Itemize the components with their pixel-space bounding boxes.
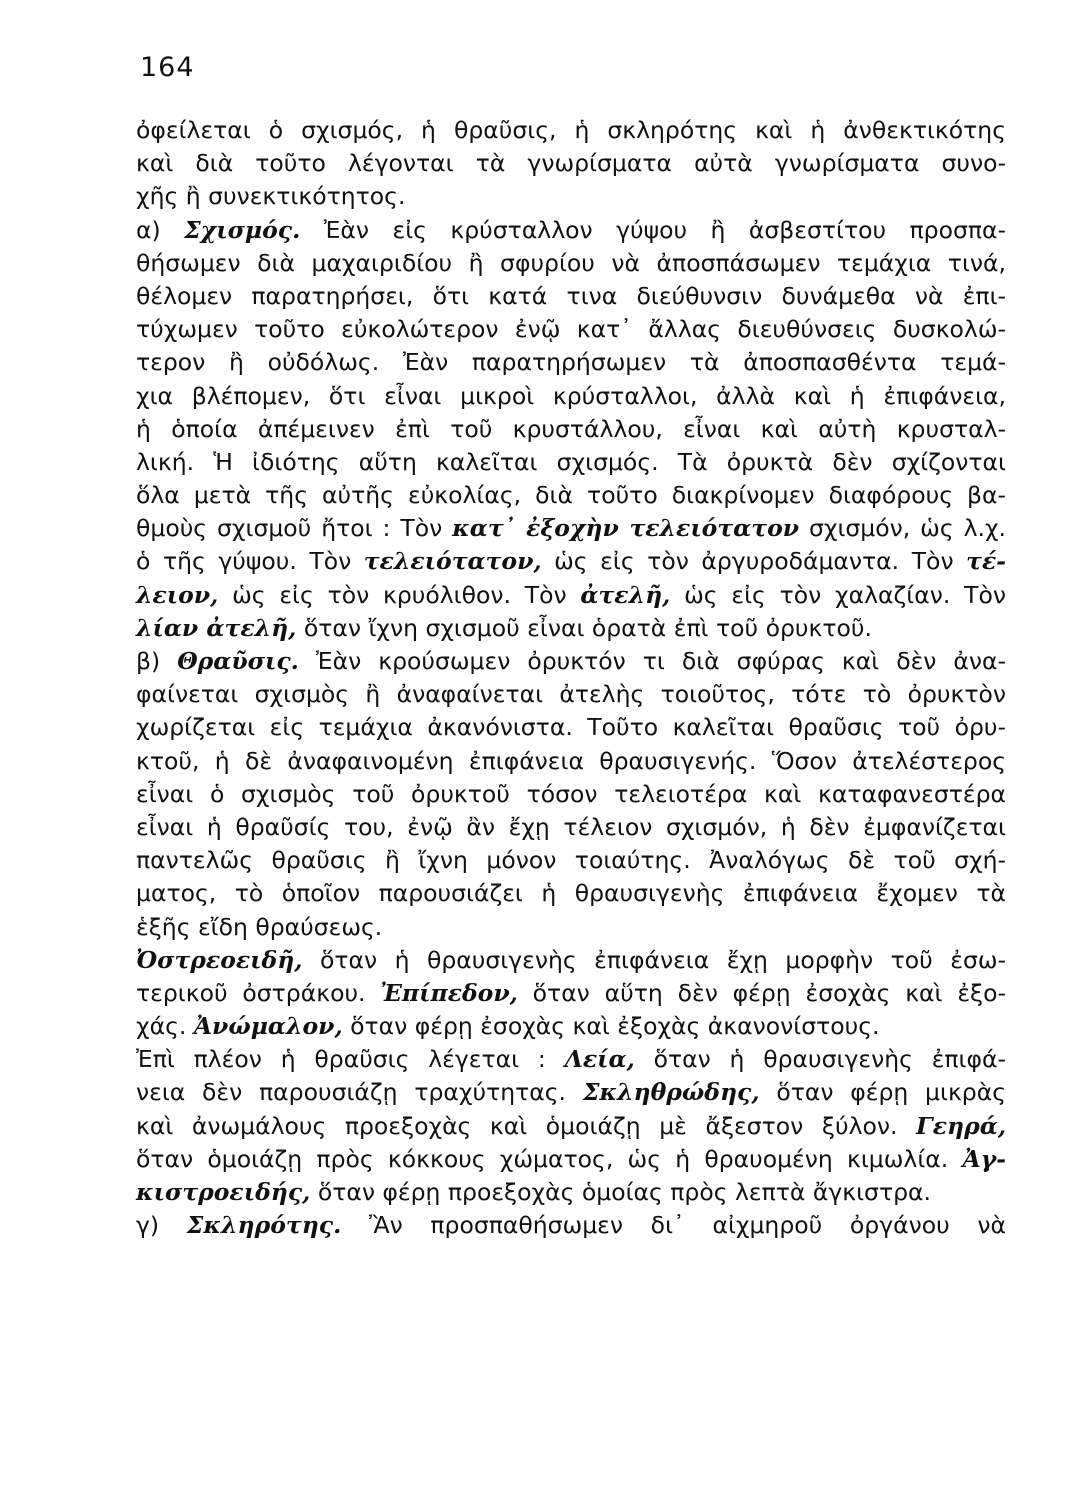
text-segment: α) [136,215,185,244]
text-segment: Ἐπὶ πλέον ἡ θραῦσις λέγεται : [136,1045,565,1074]
text-line [136,877,1006,910]
text-line [136,1076,1006,1109]
text-line [136,147,1006,180]
text-segment: ὅταν φέρῃ ἐσοχὰς καὶ ἐξοχὰς ἀκανονίστους. [342,1012,880,1041]
bold-term: τέ- [966,547,1006,576]
text-line [136,1176,1006,1209]
bold-term: κιστροειδής, [136,1178,311,1206]
text-segment: χια βλέπομεν, ὅτι εἶναι μικροὶ κρύσταλλοι, ἀλλὰ καὶ ἡ ἐπιφάνεια, [136,381,1006,410]
bold-term: ἀτελῆ, [580,580,671,609]
bold-term: λειον, [136,580,219,609]
bold-term: Ἐπίπεδον, [380,978,518,1007]
text-line [136,612,1006,645]
text-segment: παντελῶς θραῦσις ἢ ἴχνη μόνον τοιαύτης. Ἀναλόγως δὲ τοῦ σχή- [136,846,1006,875]
text-line [136,579,1006,612]
text-segment: ἑξῆς εἴδη θραύσεως. [136,912,383,941]
text-line [136,1010,1006,1043]
text-segment: ὅταν φέρῃ προεξοχὰς ὁμοίας πρὸς λεπτὰ ἄγκιστρα. [310,1178,931,1206]
text-line [136,745,1006,778]
text-line [136,778,1006,811]
text-segment: κτοῦ, ἡ δὲ ἀναφαινομένη ἐπιφάνεια θραυσιγενής. Ὅσον ἀτελέστερος [136,746,1006,775]
text-line [136,346,1006,379]
text-line [136,114,1006,147]
text-segment: ὡς εἰς τὸν χαλαζίαν. Τὸν [670,580,1006,609]
text-segment: Ἂν προσπαθήσωμεν δι᾽ αἰχμηροῦ ὀργάνου νὰ [341,1211,1007,1240]
text-segment: λική. Ἡ ἰδιότης αὕτη καλεῖται σχισμός. Τὰ ὀρυκτὰ δὲν σχίζονται [136,447,1006,476]
text-line [136,977,1006,1010]
bold-term: Σκληρότης. [186,1211,342,1240]
text-segment: τύχωμεν τοῦτο εὐκολώτερον ἐνῷ κατ᾽ ἄλλας διευθύνσεις δυσκολώ- [136,315,1006,344]
bold-term: Σχισμός. [184,215,301,244]
text-segment: ἡ ὁποία ἀπέμεινεν ἐπὶ τοῦ κρυστάλλου, εἶναι καὶ αὐτὴ κρυσταλ- [136,414,1006,443]
text-segment: χάς. [136,1012,194,1041]
body-text [136,114,1006,1242]
text-line [136,1209,1006,1242]
text-segment: θμοὺς σχισμοῦ ἤτοι : Τὸν [136,514,453,543]
text-segment: χωρίζεται εἰς τεμάχια ἀκανόνιστα. Τοῦτο καλεῖται θραῦσις τοῦ ὀρυ- [136,713,1006,742]
text-segment: ὅταν ἴχνη σχισμοῦ εἶναι ὁρατὰ ἐπὶ τοῦ ὀρυκτοῦ. [296,613,872,642]
text-segment: ὁ τῆς γύψου. Τὸν [136,547,364,576]
text-line [136,280,1006,313]
text-line [136,380,1006,413]
text-segment: νεια δὲν παρουσιάζῃ τραχύτητας. [136,1078,583,1107]
text-segment: ὅταν ἡ θραυσιγενὴς ἐπιφά- [634,1045,1006,1074]
bold-term: κατ᾽ ἐξοχὴν τελειότατον [452,514,800,543]
text-line [136,313,1006,346]
text-segment: φαίνεται σχισμὸς ἢ ἀναφαίνεται ἀτελὴς τοιοῦτος, τότε τὸ ὀρυκτὸν [136,680,1006,709]
bold-term: Ἀγ- [962,1144,1006,1173]
text-line [136,1043,1006,1076]
bold-term: Σκληθρώδης, [582,1078,760,1107]
text-line [136,811,1006,844]
bold-term: Θραῦσις. [177,647,299,675]
text-line [136,247,1006,280]
text-segment: β) [136,647,178,675]
text-line [136,446,1006,479]
text-line [136,545,1006,578]
bold-term: Ἀνώμαλον, [193,1012,343,1041]
text-line [136,512,1006,545]
text-line [136,711,1006,744]
text-segment: χῆς ἢ συνεκτικότητος. [136,182,406,211]
text-segment: ὅταν αὕτη δὲν φέρῃ ἐσοχὰς καὶ ἐξο- [517,978,1007,1007]
text-line [136,645,1006,678]
text-segment: ὡς εἰς τὸν κρυόλιθον. Τὸν [218,580,581,609]
text-segment: Ἐὰν εἰς κρύσταλλον γύψου ἢ ἀσβεστίτου προσπα- [300,215,1006,244]
text-segment: θέλομεν παρατηρήσει, ὅτι κατά τινα διεύθυνσιν δυνάμεθα νὰ ἐπι- [136,281,1006,310]
text-line [136,944,1006,977]
bold-term: Γεηρά, [916,1111,1006,1140]
text-segment: ὅταν ἡ θραυσιγενὴς ἐπιφάνεια ἔχῃ μορφὴν τοῦ ἐσω- [302,945,1006,974]
bold-term: λίαν ἀτελῆ, [136,613,297,642]
text-line [136,180,1006,213]
text-segment: ὅταν ὁμοιάζῃ πρὸς κόκκους χώματος, ὡς ἡ θραυομένη κιμωλία. [136,1144,963,1173]
bold-term: Λεία, [564,1045,635,1074]
text-line [136,1143,1006,1176]
text-segment: τερον ἢ οὐδόλως. Ἐὰν παρατηρήσωμεν τὰ ἀποσπασθέντα τεμά- [136,348,1006,377]
text-segment: ὡς εἰς τὸν ἀργυροδάμαντα. Τὸν [541,547,967,576]
text-line [136,1110,1006,1143]
text-line [136,678,1006,711]
text-line [136,413,1006,446]
text-segment: τερικοῦ ὀστράκου. [136,978,381,1007]
text-segment: ὅταν φέρῃ μικρὰς [759,1078,1006,1107]
text-segment: εἶναι ἡ θραῦσίς του, ἐνῷ ἂν ἔχῃ τέλειον σχισμόν, ἡ δὲν ἐμφανίζεται [136,812,1006,841]
bold-term: Ὀστρεοειδῆ, [136,945,303,974]
text-segment: εἶναι ὁ σχισμὸς τοῦ ὀρυκτοῦ τόσον τελειοτέρα καὶ καταφανεστέρα [136,779,1006,808]
text-segment: σχισμόν, ὡς λ.χ. [799,514,1006,543]
text-segment: ματος, τὸ ὁποῖον παρουσιάζει ἡ θραυσιγενὴς ἐπιφάνεια ἔχομεν τὰ [136,879,1006,908]
text-segment: ὀφείλεται ὁ σχισμός, ἡ θραῦσις, ἡ σκληρότης καὶ ἡ ἀνθεκτικότης [136,116,1006,144]
text-segment: καὶ ἀνωμάλους προεξοχὰς καὶ ὁμοιάζῃ μὲ ἄξεστον ξύλον. [136,1111,917,1140]
text-line [136,844,1006,877]
text-segment: γ) [136,1211,187,1240]
text-line [136,214,1006,247]
page-number: 164 [140,52,195,83]
text-segment: ὅλα μετὰ τῆς αὐτῆς εὐκολίας, διὰ τοῦτο διακρίνομεν διαφόρους βα- [136,481,1006,510]
text-segment: Ἐὰν κρούσωμεν ὀρυκτόν τι διὰ σφύρας καὶ δὲν ἀνα- [298,647,1007,675]
text-line [136,911,1006,944]
text-segment: θήσωμεν διὰ μαχαιριδίου ἢ σφυρίου νὰ ἀποσπάσωμεν τεμάχια τινά, [136,248,1006,277]
text-line [136,479,1006,512]
text-segment: καὶ διὰ τοῦτο λέγονται τὰ γνωρίσματα αὐτὰ γνωρίσματα συνο- [136,149,1006,178]
bold-term: τελειότατον, [363,547,542,576]
